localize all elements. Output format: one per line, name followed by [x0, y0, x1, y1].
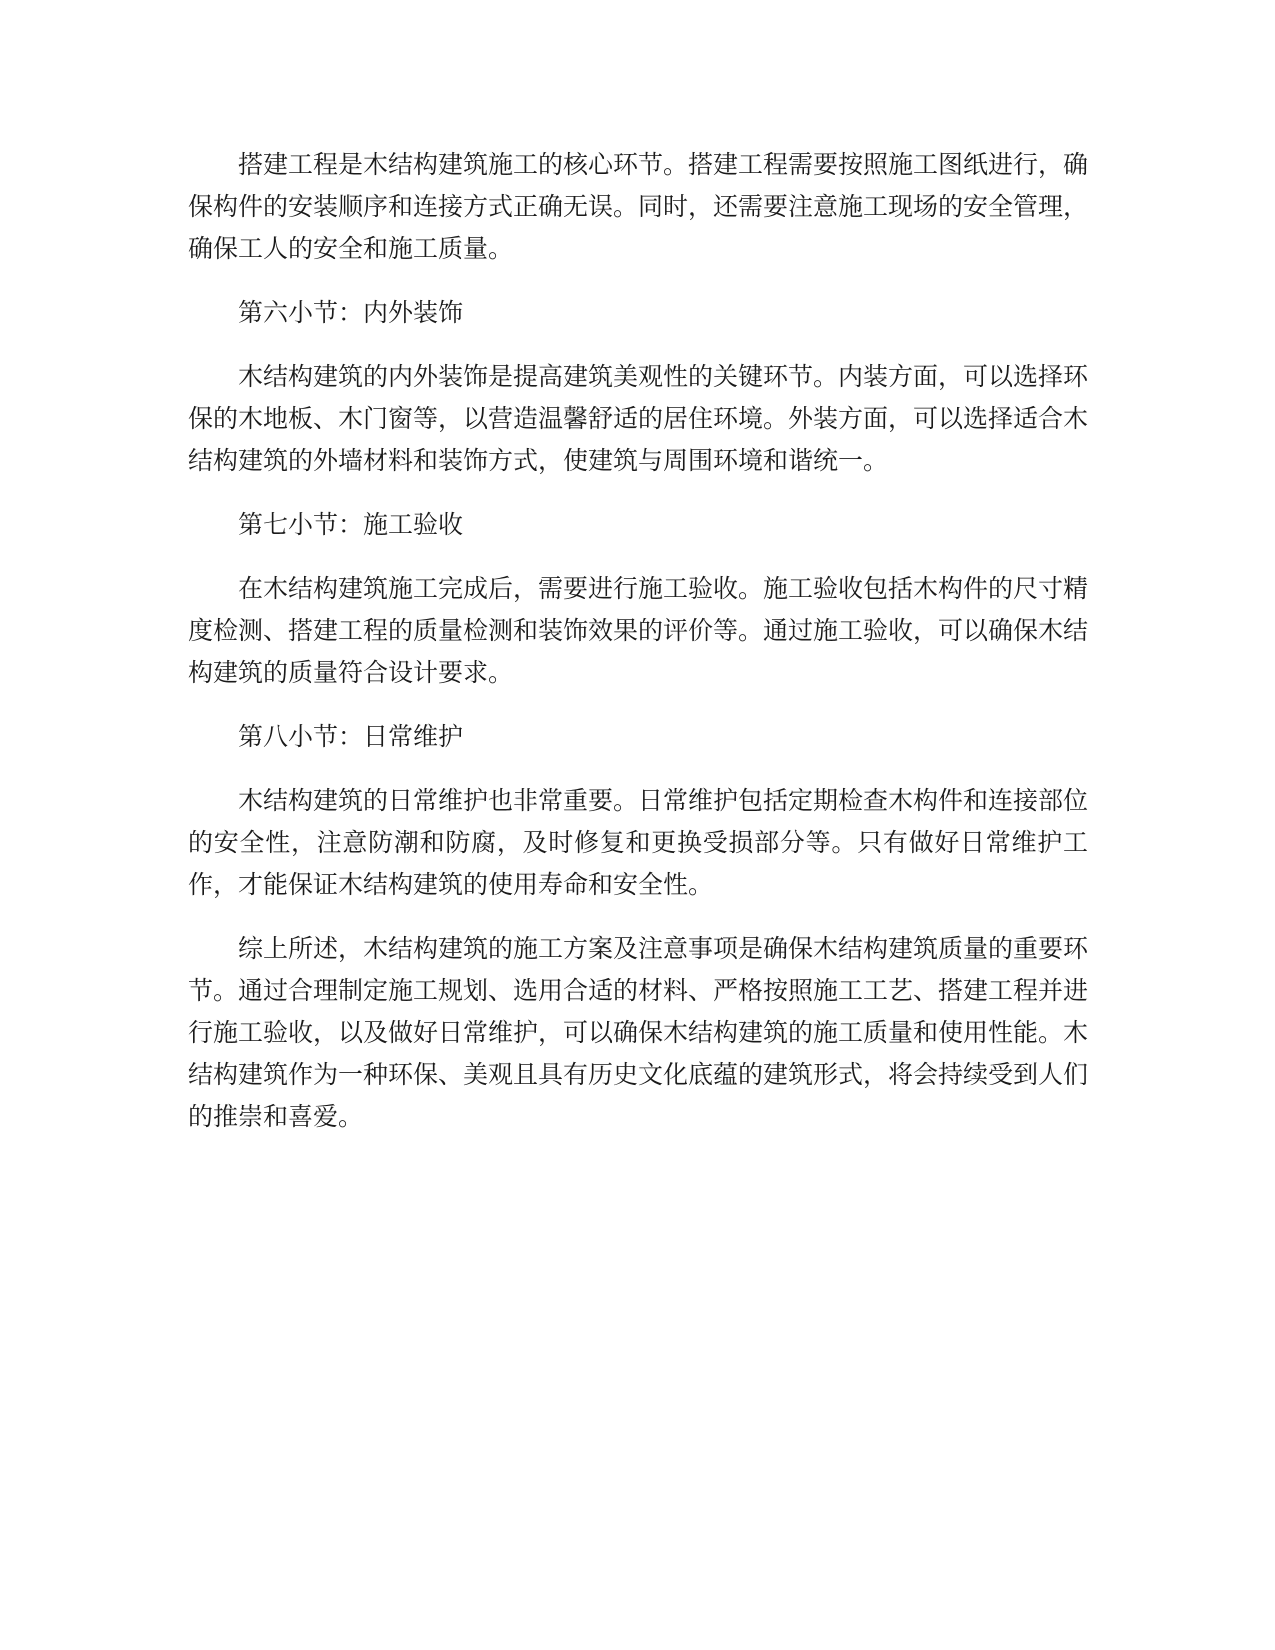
- paragraph-construction: 搭建工程是木结构建筑施工的核心环节。搭建工程需要按照施工图纸进行，确保构件的安装顺序和连接方式正确无误。同时，还需要注意施工现场的安全管理，确保工人的安全和施工质量。: [188, 150, 1089, 263]
- paragraph-decoration: 木结构建筑的内外装饰是提高建筑美观性的关键环节。内装方面，可以选择环保的木地板、木门窗等，以营造温馨舒适的居住环境。外装方面，可以选择适合木结构建筑的外墙材料和装饰方式，使建筑与周围环境和谐统一。: [188, 362, 1089, 475]
- paragraph-summary: 综上所述，木结构建筑的施工方案及注意事项是确保木结构建筑质量的重要环节。通过合理制定施工规划、选用合适的材料、严格按照施工工艺、搭建工程并进行施工验收，以及做好日常维护，可以确保木结构建筑的施工质量和使用性能。木结构建筑作为一种环保、美观且具有历史文化底蕴的建筑形式，将会持续受到人们的推崇和喜爱。: [188, 934, 1089, 1131]
- section-heading-maintenance: 第八小节：日常维护: [238, 722, 464, 751]
- document-body: [188, 144, 1088, 1160]
- section-heading-decoration: 第六小节：内外装饰: [238, 298, 464, 327]
- section-heading-acceptance: 第七小节：施工验收: [238, 510, 464, 539]
- paragraph-acceptance: 在木结构建筑施工完成后，需要进行施工验收。施工验收包括木构件的尺寸精度检测、搭建工程的质量检测和装饰效果的评价等。通过施工验收，可以确保木结构建筑的质量符合设计要求。: [188, 574, 1089, 687]
- paragraph-maintenance: 木结构建筑的日常维护也非常重要。日常维护包括定期检查木构件和连接部位的安全性，注意防潮和防腐，及时修复和更换受损部分等。只有做好日常维护工作，才能保证木结构建筑的使用寿命和安全性。: [188, 786, 1089, 899]
